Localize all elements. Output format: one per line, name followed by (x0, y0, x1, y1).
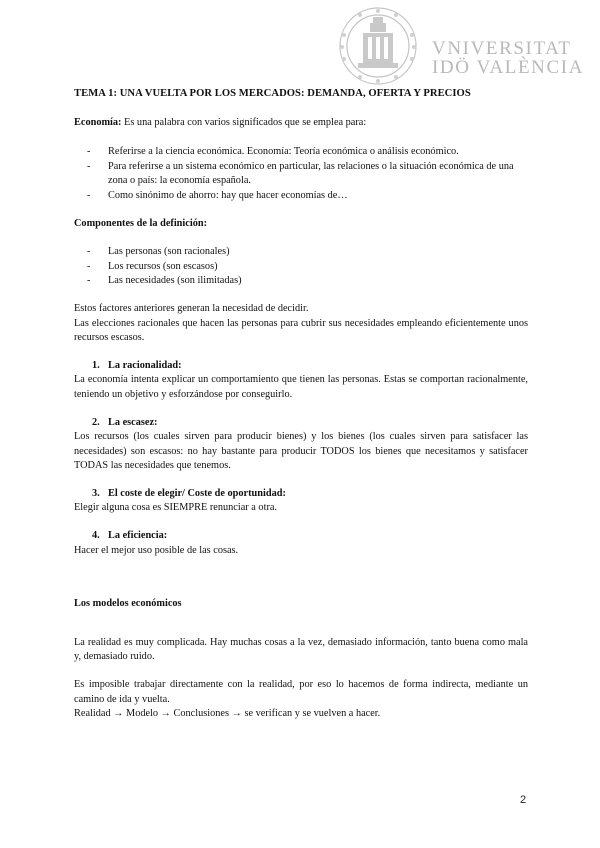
section-text-coste: Elegir alguna cosa es SIEMPRE renunciar a otra. (74, 502, 278, 514)
section-text-eficiencia: Hacer el mejor uso posible de las cosas. (74, 544, 239, 556)
factores-paragraph-1: Estos factores anteriores generan la necesidad de decidir. (74, 302, 309, 314)
section-heading-coste: 3. El coste de elegir/ Coste de oportunidad: (92, 487, 286, 499)
list-item: - Referirse a la ciencia económica. Economía: Teoría económica o análisis económico. (74, 145, 528, 160)
componentes-heading: Componentes de la definición: (74, 217, 208, 229)
list-item: - Las personas (son racionales) (74, 245, 528, 260)
modelos-heading: Los modelos económicos (74, 598, 182, 610)
university-name (432, 39, 584, 77)
section-heading-racionalidad: 1. La racionalidad: (92, 359, 182, 371)
modelos-paragraph-3: Realidad → Modelo → Conclusiones → se verifican y se vuelven a hacer. (74, 708, 381, 720)
factores-paragraph-2: Las elecciones racionales que hacen las personas para cubrir sus necesidades empleando eficientemente unos recursos escasos. (74, 317, 528, 344)
doc-title: TEMA 1: UNA VUELTA POR LOS MERCADOS: DEMANDA, OFERTA Y PRECIOS (74, 88, 471, 99)
list-item: - Para referirse a un sistema económico en particular, las relaciones o la situación económica de una zona o país: la economía española. (74, 160, 528, 189)
page-number: 2 (520, 794, 527, 806)
list-item: - Los recursos (son escasos) (74, 260, 528, 275)
section-text-racionalidad: La economía intenta explicar un comportamiento que tienen las personas. Estas se comportan racionalmente, teniendo un objetivo y esforzándose por conseguirlo. (74, 374, 528, 400)
university-logo (330, 5, 590, 87)
economia-uses-list (74, 145, 528, 203)
modelos-paragraph-1: La realidad es muy complicada. Hay muchas cosas a la vez, demasiado información, tanto buena como mala y, demasiado ruido. (74, 636, 528, 663)
university-name-line2: IDÖ VALÈNCIA (432, 57, 585, 78)
section-heading-eficiencia: 4. La eficiencia: (92, 530, 168, 542)
modelos-paragraph-2: Es imposible trabajar directamente con la realidad, por eso lo hacemos de forma indirecta, mediante un camino de ida y vuelta. (74, 679, 528, 705)
university-seal-icon (330, 5, 426, 87)
componentes-list (74, 245, 528, 289)
economia-term: Economía: (74, 116, 122, 128)
university-name-line1: VNIVERSITAT (432, 38, 572, 59)
section-text-escasez: Los recursos (los cuales sirven para producir bienes) y los bienes (los cuales sirven para satisfacer las necesidades) son escasos: no hay bastante para producir TODOS los bienes que necesitamos y satisfacer TODAS las necesidades que tenemos. (74, 431, 528, 472)
economia-def-text: Es una palabra con varios significados que se emplea para: (121, 116, 367, 128)
section-heading-escasez: 2. La escasez: (92, 416, 158, 428)
economia-definition (74, 116, 528, 131)
document-body (74, 87, 528, 722)
list-item: - Como sinónimo de ahorro: hay que hacer economías de… (74, 189, 528, 204)
list-item: - Las necesidades (son ilimitadas) (74, 274, 528, 289)
